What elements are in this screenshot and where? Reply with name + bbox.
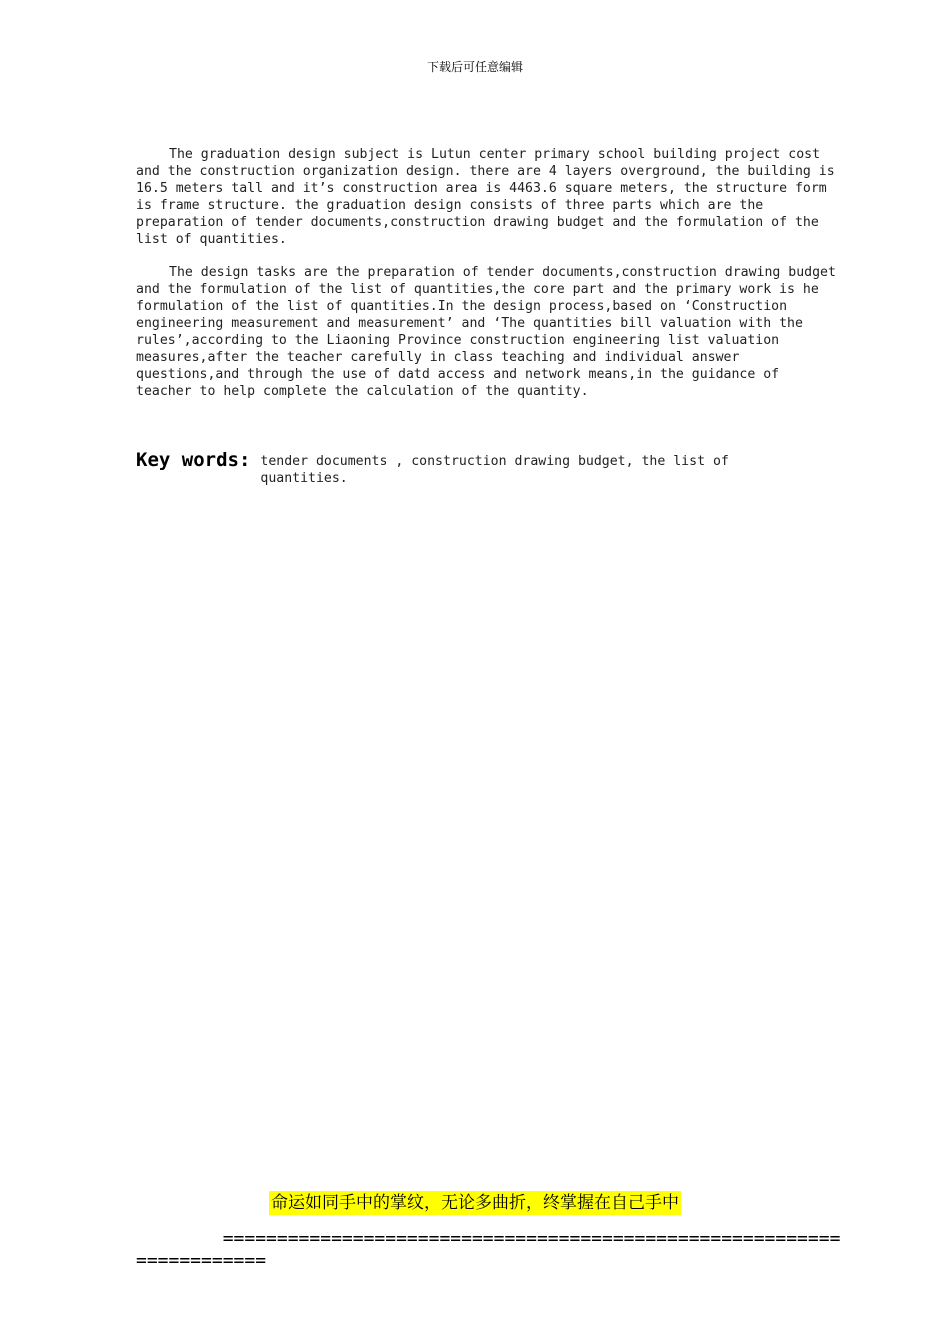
motto-highlight: 命运如同手中的掌纹，无论多曲折，终掌握在自己手中 (271, 1193, 679, 1213)
keywords-section (136, 448, 841, 487)
divider-line: ===================================================================== (136, 1228, 841, 1271)
abstract-paragraph-2: The design tasks are the preparation of tender documents,construction drawing budget and the formulation of the list of quantities,the core part and the primary work is he formulation of the list of quantities.In the design process,based on ‘Construction engineering measurement and measurement’ and ‘The quantities bill valuation with the rules’,according to the Liaoning Province construction engineering list valuation measures,after the teacher carefully in class teaching and individual answer questions,and through the use of datd access and network means,in the guidance of teacher to help complete the calculation of the quantity. (136, 265, 836, 399)
abstract-body (136, 146, 841, 416)
keywords-label: Key words: (136, 449, 251, 471)
abstract-paragraph-1: The graduation design subject is Lutun center primary school building project cost and the construction organization design. there are 4 layers overground, the building is 16.5 meters tall and it’s construction area is 4463.6 square meters, the structure form is frame structure. the graduation design consists of three parts which are the preparation of tender documents,construction drawing budget and the formulation of the list of quantities. (136, 147, 835, 247)
header-note: 下载后可任意编辑 (426, 60, 523, 74)
keywords-text: tender documents , construction drawing budget, the list of quantities. (260, 454, 729, 486)
motto-container (0, 1191, 950, 1215)
